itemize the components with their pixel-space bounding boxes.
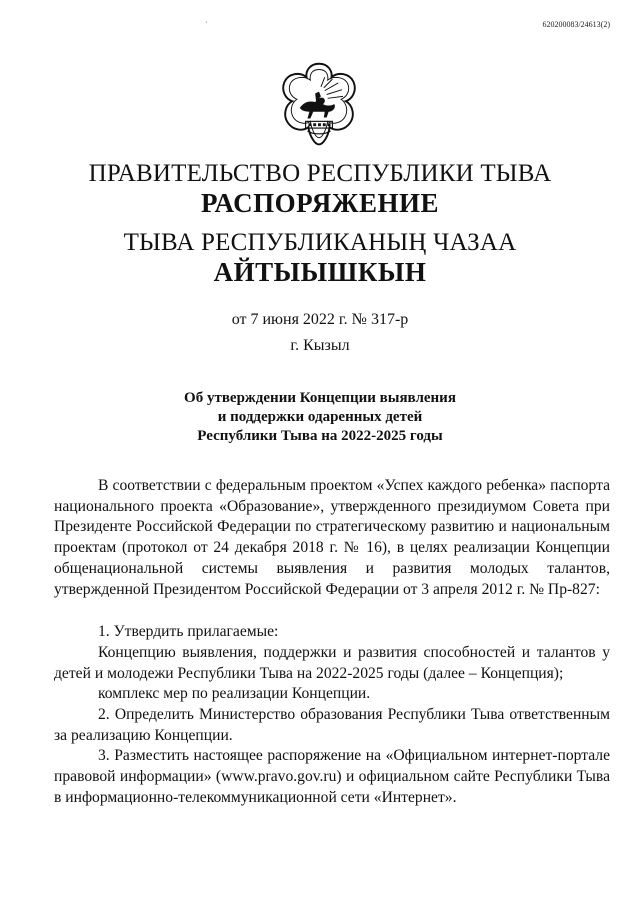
document-type-ru: РАСПОРЯЖЕНИЕ [200,188,440,218]
item-1a: Концепцию выявления, поддержки и развития способностей и талантов у детей и молодежи Республики Тыва на 2022-2025 годы (далее – Концепция); [54,643,610,682]
document-title [0,389,640,446]
item-2: 2. Определить Министерство образования Республики Тыва ответственным за реализацию Концепции. [54,706,610,744]
document-body [54,476,610,809]
preamble-paragraph: В соответствии с федеральным проектом «Успех каждого ребенка» паспорта национального проекта «Образование», утвержденного президиумом Совета при Президенте Российской Федерации по стратегическому развитию и национальным проектам (протокол от 24 декабря 2018 г. № 16), в целях реализации Концепции общенациональной системы выявления и развития молодых талантов, утвержденной Президентом Российской Федерации от 3 апреля 2012 г. № Пр-827: [54,477,610,598]
government-name-ru: ПРАВИТЕЛЬСТВО РЕСПУБЛИКИ ТЫВА [88,160,552,187]
title-line: и поддержки одаренных детей [217,409,423,425]
government-name-tyv: ТЫВА РЕСПУБЛИКАНЫҢ ЧАЗАА [123,229,517,256]
item-3: 3. Разместить настоящее распоряжение на «Официальном интернет-портале правовой информации» (www.pravo.gov.ru) и официальном сайте Республики Тыва в информационно-телекоммуникационной сети «Интернет». [54,747,610,806]
title-line: Республики Тыва на 2022-2025 годы [197,428,443,444]
title-line: Об утверждении Концепции выявления [184,390,456,406]
coat-of-arms-icon [271,58,367,154]
document-city: г. Кызыл [290,337,350,354]
document-code: 620200083/24613(2) [542,20,610,29]
scan-speck: · [205,18,208,27]
item-1b: комплекс мер по реализации Концепции. [98,685,371,703]
item-1: 1. Утвердить прилагаемые: [98,623,279,641]
document-type-tyv: АЙТЫЫШКЫН [213,257,427,287]
document-date-number: от 7 июня 2022 г. № 317-р [231,311,409,328]
